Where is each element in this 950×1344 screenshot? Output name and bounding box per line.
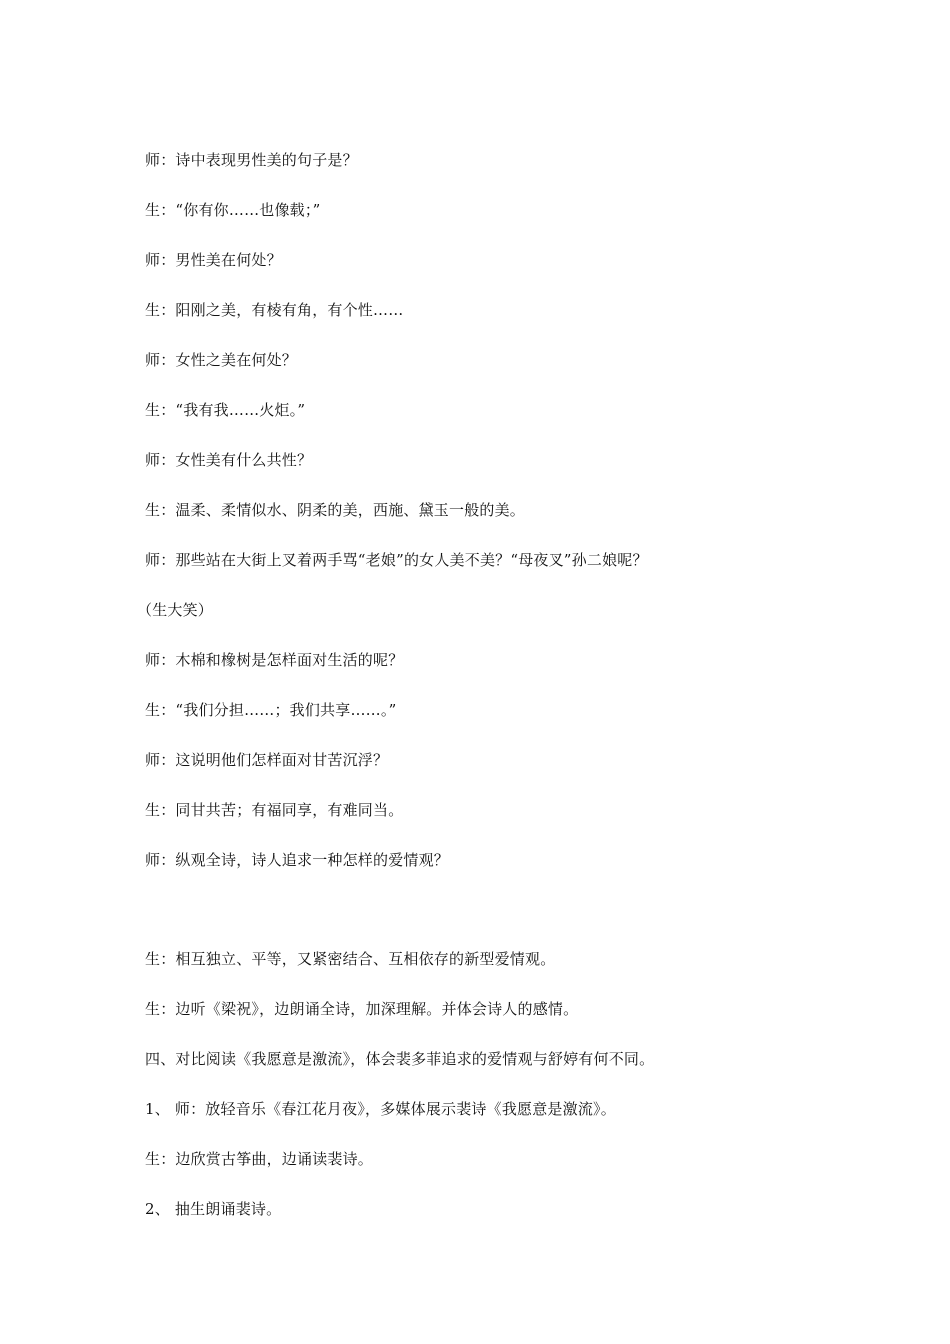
text-line: 2、 抽生朗诵裴诗。 — [145, 1200, 282, 1218]
text-line: 生：相互独立、平等，又紧密结合、互相依存的新型爱情观。 — [145, 950, 556, 968]
text-line: 1、 师：放轻音乐《春江花月夜》，多媒体展示裴诗《我愿意是激流》。 — [145, 1100, 616, 1118]
text-line: 生：边听《梁祝》，边朗诵全诗，加深理解。并体会诗人的感情。 — [145, 1000, 579, 1018]
text-line: 生：温柔、柔情似水、阴柔的美，西施、黛玉一般的美。 — [145, 501, 526, 519]
text-line: 生：“你有你……也像载；” — [145, 201, 321, 219]
text-line: 师：纵观全诗，诗人追求一种怎样的爱情观？ — [145, 851, 450, 869]
text-line: 师：这说明他们怎样面对甘苦沉浮？ — [145, 751, 389, 769]
text-line: 生：同甘共苦；有福同享，有难同当。 — [145, 801, 404, 819]
text-line: 四、对比阅读《我愿意是激流》，体会裴多菲追求的爱情观与舒婷有何不同。 — [145, 1050, 655, 1068]
text-line: 师：诗中表现男性美的句子是？ — [145, 151, 358, 169]
text-line: 生：“我们分担……；我们共享……。” — [145, 701, 397, 719]
text-line: 生：阳刚之美，有棱有角，有个性…… — [145, 301, 404, 319]
text-line: （生大笑） — [137, 601, 214, 619]
text-line: 生：“我有我……火炬。” — [145, 401, 306, 419]
text-line: 师：女性之美在何处？ — [145, 351, 298, 369]
text-line: 师：木棉和橡树是怎样面对生活的呢？ — [145, 651, 404, 669]
text-line: 师：男性美在何处？ — [145, 251, 282, 269]
text-line: 生：边欣赏古筝曲，边诵读裴诗。 — [145, 1150, 374, 1168]
text-line: 师：那些站在大街上叉着两手骂“老娘”的女人美不美？“母夜叉”孙二娘呢？ — [145, 551, 648, 569]
text-line: 师：女性美有什么共性？ — [145, 451, 313, 469]
